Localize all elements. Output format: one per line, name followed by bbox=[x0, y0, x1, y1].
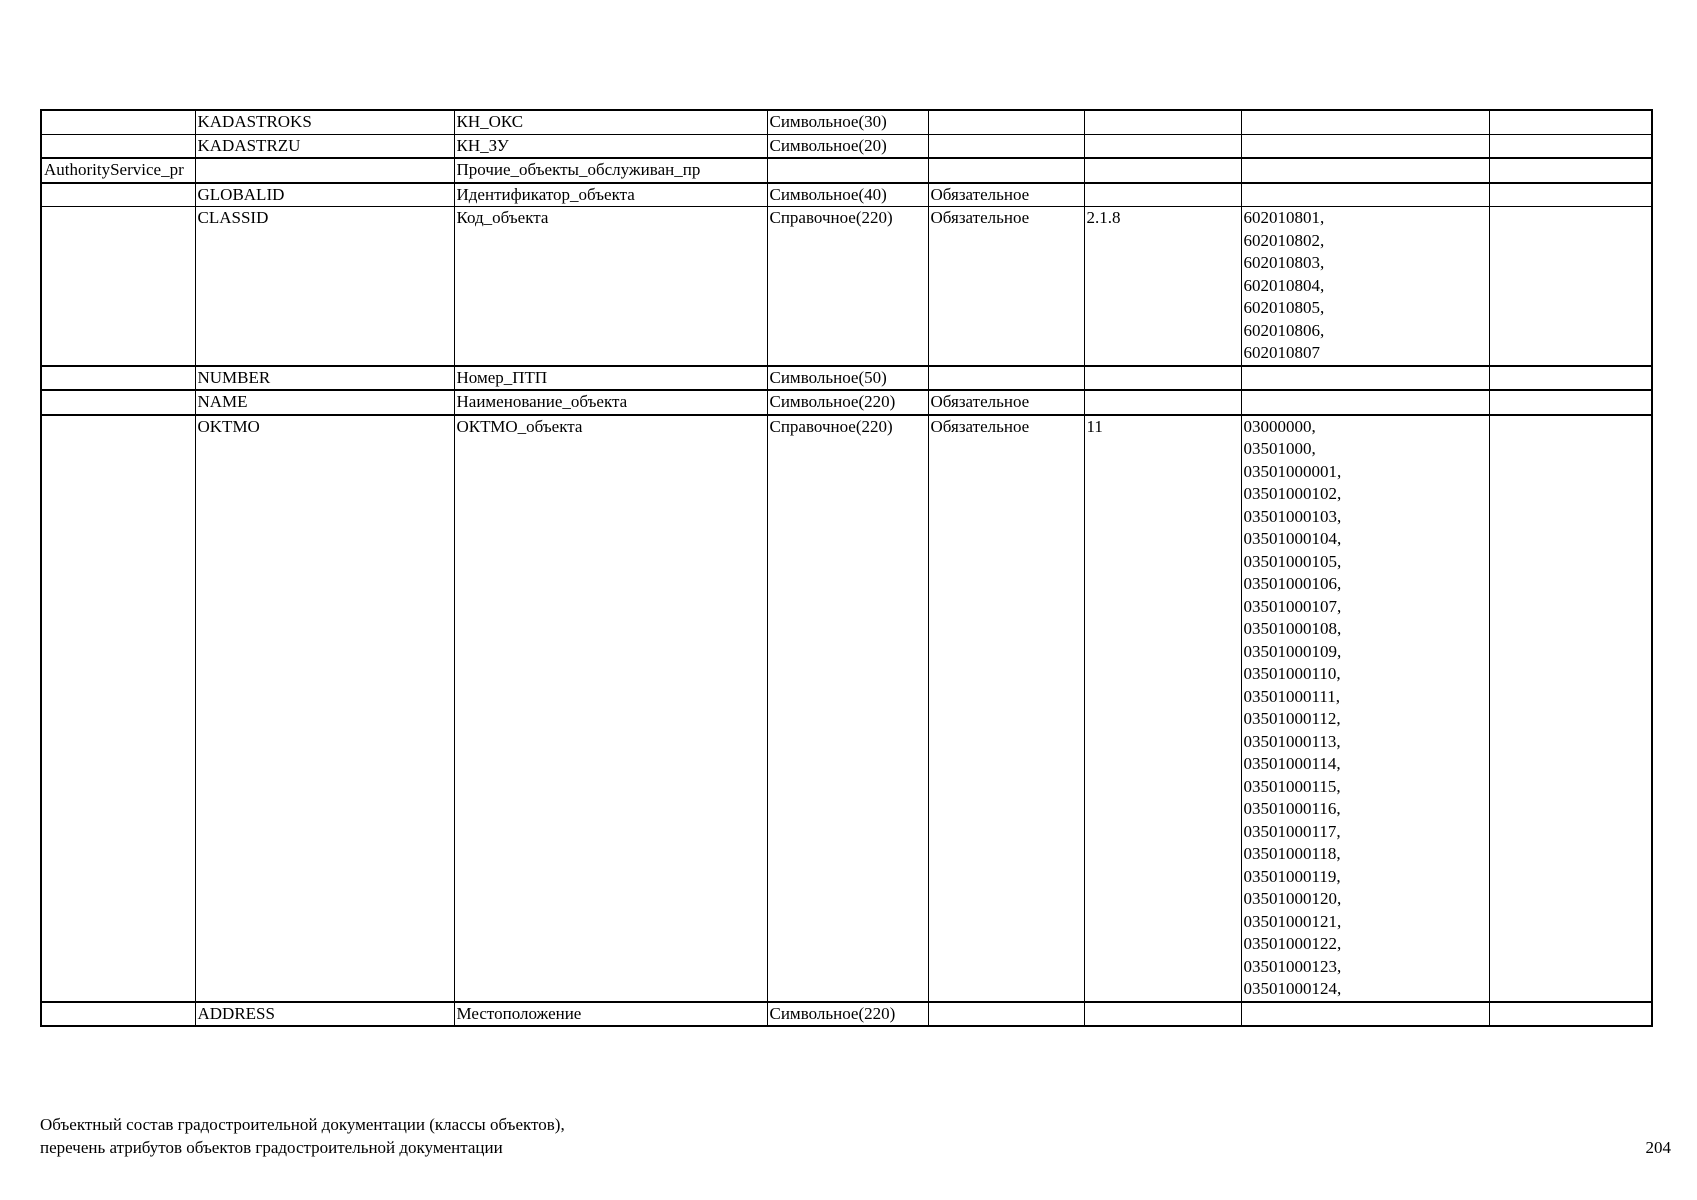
table-row bbox=[41, 415, 1652, 1002]
attribute-type-cell bbox=[767, 158, 928, 183]
attribute-name-cell: Идентификатор_объекта bbox=[454, 183, 767, 207]
attribute-code-cell bbox=[195, 158, 454, 183]
extra-cell bbox=[1489, 390, 1652, 415]
value-item: 602010802, bbox=[1243, 230, 1325, 250]
value-item: 03501000112, bbox=[1243, 709, 1341, 728]
table-row bbox=[41, 366, 1652, 391]
required-cell bbox=[928, 366, 1084, 391]
values-cell bbox=[1241, 158, 1489, 183]
attribute-type-cell: Символьное(50) bbox=[767, 366, 928, 391]
reference-cell: 11 bbox=[1084, 415, 1241, 1002]
attribute-type-cell: Символьное(220) bbox=[767, 1002, 928, 1027]
value-item: 602010801, bbox=[1243, 208, 1325, 227]
value-item: 03501000117, bbox=[1243, 821, 1341, 841]
attribute-name-cell: КН_ЗУ bbox=[454, 134, 767, 158]
attribute-table-body bbox=[41, 110, 1652, 1026]
value-item: 03501000115, bbox=[1243, 776, 1341, 796]
attribute-code-cell: KADASTROKS bbox=[195, 110, 454, 134]
attribute-code-cell: CLASSID bbox=[195, 207, 454, 366]
table-row bbox=[41, 390, 1652, 415]
class-name-cell bbox=[41, 134, 195, 158]
value-item: 03501000119, bbox=[1243, 866, 1341, 886]
extra-cell bbox=[1489, 415, 1652, 1002]
value-item: 03501000124, bbox=[1243, 979, 1342, 998]
attribute-name-cell: КН_ОКС bbox=[454, 110, 767, 134]
values-cell bbox=[1241, 134, 1489, 158]
value-item: 602010806, bbox=[1243, 320, 1325, 340]
table-row bbox=[41, 207, 1652, 366]
values-cell bbox=[1241, 207, 1489, 366]
value-item: 602010804, bbox=[1243, 275, 1325, 295]
required-cell bbox=[928, 158, 1084, 183]
required-cell: Обязательное bbox=[928, 415, 1084, 1002]
value-item: 602010803, bbox=[1243, 253, 1325, 272]
class-name-cell bbox=[41, 415, 195, 1002]
page-number: 204 bbox=[1645, 1138, 1671, 1157]
reference-cell bbox=[1084, 158, 1241, 183]
attribute-name-cell: Местоположение bbox=[454, 1002, 767, 1027]
value-item: 03501000, bbox=[1243, 439, 1316, 458]
extra-cell bbox=[1489, 183, 1652, 207]
extra-cell bbox=[1489, 158, 1652, 183]
document-footer bbox=[40, 1113, 565, 1159]
attribute-name-cell: Прочие_объекты_обслуживан_пр bbox=[454, 158, 767, 183]
reference-cell bbox=[1084, 390, 1241, 415]
extra-cell bbox=[1489, 134, 1652, 158]
required-cell bbox=[928, 1002, 1084, 1027]
value-item: 03501000116, bbox=[1243, 799, 1341, 818]
attribute-code-cell: KADASTRZU bbox=[195, 134, 454, 158]
class-name-cell bbox=[41, 183, 195, 207]
attribute-code-cell: ADDRESS bbox=[195, 1002, 454, 1027]
values-cell bbox=[1241, 183, 1489, 207]
table-row bbox=[41, 158, 1652, 183]
reference-cell bbox=[1084, 183, 1241, 207]
footer-line-1: Объектный состав градостроительной документации (классы объектов), bbox=[40, 1115, 565, 1134]
required-cell: Обязательное bbox=[928, 390, 1084, 415]
attribute-name-cell: Номер_ПТП bbox=[454, 366, 767, 391]
footer-line-2: перечень атрибутов объектов градостроительной документации bbox=[40, 1138, 503, 1157]
attribute-type-cell: Символьное(20) bbox=[767, 134, 928, 158]
class-name-cell bbox=[41, 366, 195, 391]
value-item: 602010805, bbox=[1243, 298, 1325, 317]
value-item: 03501000001, bbox=[1243, 461, 1342, 481]
required-cell bbox=[928, 110, 1084, 134]
value-item: 03501000118, bbox=[1243, 844, 1341, 863]
reference-cell bbox=[1084, 366, 1241, 391]
table-row bbox=[41, 183, 1652, 207]
values-cell bbox=[1241, 1002, 1489, 1027]
reference-cell: 2.1.8 bbox=[1084, 207, 1241, 366]
required-cell: Обязательное bbox=[928, 207, 1084, 366]
attribute-code-cell: OKTMO bbox=[195, 415, 454, 1002]
value-item: 03501000113, bbox=[1243, 731, 1341, 751]
extra-cell bbox=[1489, 1002, 1652, 1027]
attribute-name-cell: Наименование_объекта bbox=[454, 390, 767, 415]
value-item: 03501000121, bbox=[1243, 911, 1342, 931]
value-item: 03501000111, bbox=[1243, 686, 1340, 706]
extra-cell bbox=[1489, 366, 1652, 391]
values-cell bbox=[1241, 366, 1489, 391]
extra-cell bbox=[1489, 110, 1652, 134]
extra-cell bbox=[1489, 207, 1652, 366]
value-item: 03501000123, bbox=[1243, 956, 1342, 976]
attribute-code-cell: NAME bbox=[195, 390, 454, 415]
class-name-cell bbox=[41, 1002, 195, 1027]
reference-cell bbox=[1084, 110, 1241, 134]
table-row bbox=[41, 110, 1652, 134]
class-name-cell: AuthorityService_pr bbox=[41, 158, 195, 183]
class-name-cell bbox=[41, 390, 195, 415]
value-item: 03501000106, bbox=[1243, 574, 1342, 593]
value-item: 03000000, bbox=[1243, 416, 1316, 436]
value-item: 03501000122, bbox=[1243, 934, 1342, 953]
table-row bbox=[41, 134, 1652, 158]
value-item: 03501000110, bbox=[1243, 664, 1341, 683]
required-cell bbox=[928, 134, 1084, 158]
value-item: 03501000108, bbox=[1243, 619, 1342, 638]
value-item: 03501000109, bbox=[1243, 641, 1342, 661]
value-item: 03501000114, bbox=[1243, 754, 1341, 773]
value-item: 03501000120, bbox=[1243, 889, 1342, 908]
attribute-type-cell: Символьное(40) bbox=[767, 183, 928, 207]
value-item: 602010807 bbox=[1243, 343, 1320, 362]
value-item: 03501000103, bbox=[1243, 506, 1342, 526]
attribute-type-cell: Справочное(220) bbox=[767, 207, 928, 366]
table-row bbox=[41, 1002, 1652, 1027]
attribute-name-cell: ОКТМО_объекта bbox=[454, 415, 767, 1002]
value-item: 03501000102, bbox=[1243, 484, 1342, 503]
attribute-table bbox=[40, 109, 1653, 1027]
reference-cell bbox=[1084, 134, 1241, 158]
values-cell bbox=[1241, 415, 1489, 1002]
attribute-type-cell: Справочное(220) bbox=[767, 415, 928, 1002]
attribute-code-cell: NUMBER bbox=[195, 366, 454, 391]
value-item: 03501000107, bbox=[1243, 596, 1342, 616]
required-cell: Обязательное bbox=[928, 183, 1084, 207]
reference-cell bbox=[1084, 1002, 1241, 1027]
values-cell bbox=[1241, 390, 1489, 415]
values-cell bbox=[1241, 110, 1489, 134]
class-name-cell bbox=[41, 110, 195, 134]
attribute-type-cell: Символьное(220) bbox=[767, 390, 928, 415]
class-name-cell bbox=[41, 207, 195, 366]
attribute-name-cell: Код_объекта bbox=[454, 207, 767, 366]
attribute-code-cell: GLOBALID bbox=[195, 183, 454, 207]
attribute-type-cell: Символьное(30) bbox=[767, 110, 928, 134]
value-item: 03501000105, bbox=[1243, 551, 1342, 571]
value-item: 03501000104, bbox=[1243, 529, 1342, 548]
